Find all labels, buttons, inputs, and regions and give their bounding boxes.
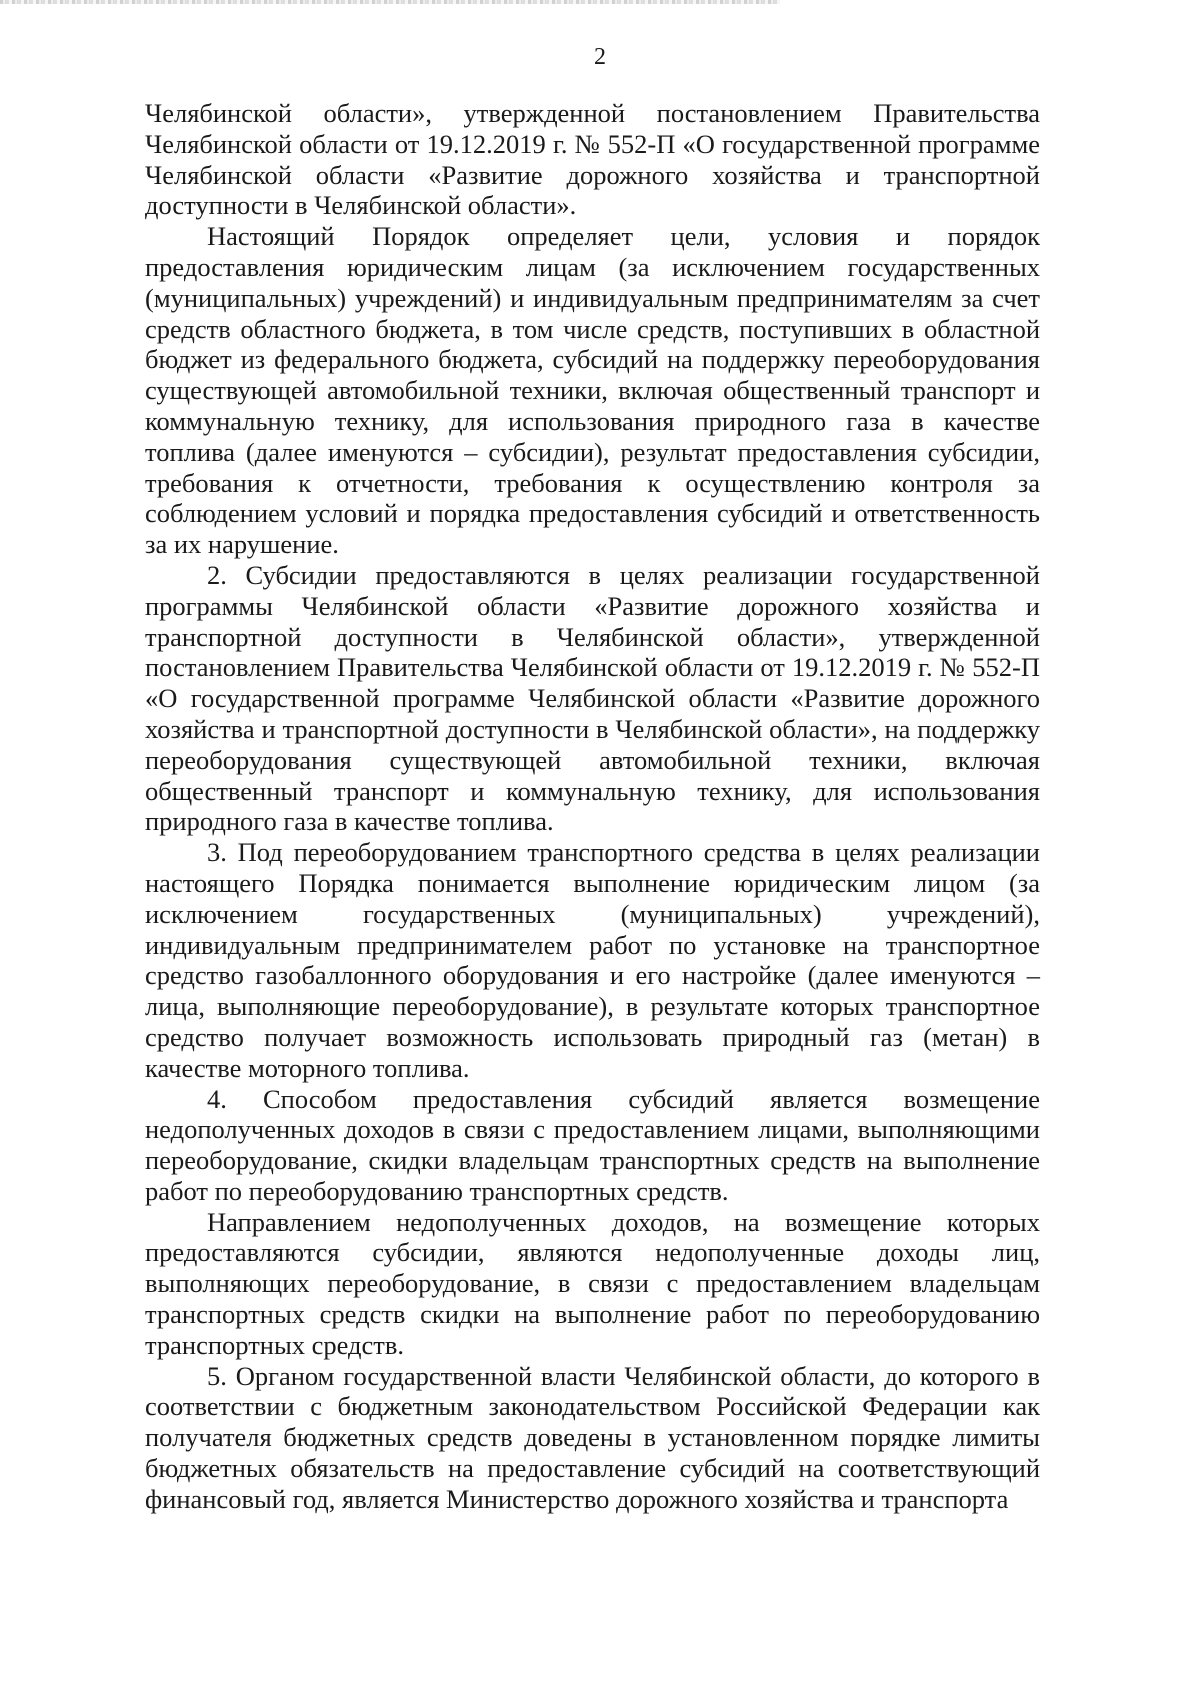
paragraph-continuation: Челябинской области», утвержденной постановлением Правительства Челябинской области от 19.12.2019 г. № 552-П «О государственной программе Челябинской области «Развитие дорожного хозяйства и транспортной доступности в Челябинской области».	[145, 98, 1040, 221]
paragraph-item-4: 4. Способом предоставления субсидий является возмещение недополученных доходов в связи с предоставлением лицами, выполняющими переоборудование, скидки владельцам транспортных средств на выполнение работ по переоборудованию транспортных средств.	[145, 1083, 1040, 1206]
document-body	[145, 98, 1040, 1515]
paragraph-item-3: 3. Под переоборудованием транспортного средства в целях реализации настоящего Порядка понимается выполнение юридическим лицом (за исключением государственных (муниципальных) учреждений), индивидуальным предпринимателем работ по установке на транспортное средство газобаллонного оборудования и его настройке (далее именуются – лица, выполняющие переоборудование), в результате которых транспортное средство получает возможность использовать природный газ (метан) в качестве моторного топлива.	[145, 837, 1040, 1083]
paragraph-item-5: 5. Органом государственной власти Челябинской области, до которого в соответствии с бюджетным законодательством Российской Федерации как получателя бюджетных средств доведены в установленном порядке лимиты бюджетных обязательств на предоставление субсидий на соответствующий финансовый год, является Министерство дорожного хозяйства и транспорта	[145, 1360, 1040, 1514]
paragraph-purpose: Настоящий Порядок определяет цели, условия и порядок предоставления юридическим лицам (за исключением государственных (муниципальных) учреждений) и индивидуальным предпринимателям за счет средств областного бюджета, в том числе средств, поступивших в областной бюджет из федерального бюджета, субсидий на поддержку переоборудования существующей автомобильной техники, включая общественный транспорт и коммунальную технику, для использования природного газа в качестве топлива (далее именуются – субсидии), результат предоставления субсидии, требования к отчетности, требования к осуществлению контроля за соблюдением условий и порядка предоставления субсидий и ответственность за их нарушение.	[145, 221, 1040, 560]
paragraph-direction: Направлением недополученных доходов, на возмещение которых предоставляются субсидии, являются недополученные доходы лиц, выполняющих переоборудование, в связи с предоставлением владельцам транспортных средств скидки на выполнение работ по переоборудованию транспортных средств.	[145, 1206, 1040, 1360]
paragraph-item-2: 2. Субсидии предоставляются в целях реализации государственной программы Челябинской области «Развитие дорожного хозяйства и транспортной доступности в Челябинской области», утвержденной постановлением Правительства Челябинской области от 19.12.2019 г. № 552-П «О государственной программе Челябинской области «Развитие дорожного хозяйства и транспортной доступности в Челябинской области», на поддержку переоборудования существующей автомобильной техники, включая общественный транспорт и коммунальную технику, для использования природного газа в качестве топлива.	[145, 559, 1040, 837]
scan-edge-artifact	[0, 0, 780, 4]
page-number: 2	[594, 44, 606, 70]
